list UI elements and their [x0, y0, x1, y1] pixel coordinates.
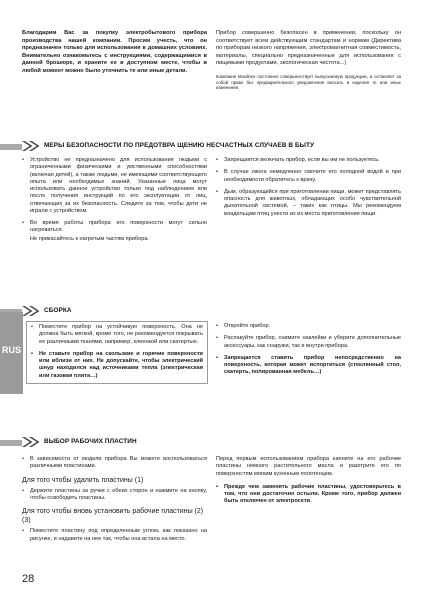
list-item: • Устройство не предназначено для использования людьми с ограниченными физическими и умственными способностями (включая детей), а также людьми, не имеющими соответствующего опыта или необходимых знаний. Указанные лица могут использовать данное устройство только под наблюдением или после получения инструкций по его эксплуатации от лиц, отвечающих за их безопасность. Следите за тем, чтобы дети не играли с устройством.: [22, 157, 207, 215]
list-item: • Запрещается включать прибор, если вы им не пользуетесь.: [216, 157, 401, 164]
page-number: 28: [22, 573, 35, 585]
header-bar: [0, 440, 22, 446]
section-header-plates: [0, 437, 421, 447]
safety-right: [216, 157, 401, 223]
section-header-safety: [0, 141, 421, 151]
list-item-bold: • Запрещается ставить прибор непосредственно на поверхность, которая может испортиться (стеклянный стол, скатерть, полированная мебель…): [216, 355, 401, 377]
list-item-bold: • Прежде чем заменять рабочие пластины, удостоверьтесь в том, что они достаточно остыли. Кроме того, прибор должен быть отключен от электросети.: [216, 484, 401, 506]
safety-left: [22, 157, 207, 243]
subheading-install: Для того чтобы вновь установить рабочие пластины (2) (3): [22, 508, 204, 525]
intro-right-block: [216, 30, 401, 91]
header-bar: [0, 144, 22, 150]
section-title: СБОРКА: [44, 307, 72, 314]
intro-note: Компания Moulinex постоянно совершенствует выпускаемую продукцию, и оставляет за собой право без предварительного уведомления вносить в изделия те или иные изменения.: [216, 73, 401, 91]
list-item: • В случае ожога немедленно смочите его холодной водой и при необходимости обратитесь к врачу.: [216, 169, 401, 184]
list-item: • Откройте прибор.: [216, 323, 401, 330]
section-header-assembly: [0, 306, 421, 316]
plain-text: Не прикасайтесь к нагретым частям прибора.: [30, 235, 149, 242]
language-tab: [0, 312, 23, 394]
list-item: • Поместите прибор на устойчивую поверхность. Она не должна быть мягкой, кроме того, не рекомендуется покрывать ее различными тканями, например, клеенкой или скатертью.: [31, 324, 203, 346]
list-item-bold: • Не ставьте прибор на скользкие и горячие поверхности или вблизи от них. Не допускайте, чтобы электрический шнур находился над источниками тепла (электрическая или газовая плита…): [31, 351, 203, 380]
list-item: • Дым, образующийся при приготовлении пищи, может представлять опасность для животных, обладающих особо чувствительной дыхательной системой, – таких как птицы. Мы рекомендуем владельцам птиц унести их из места приготовления пищи.: [216, 189, 401, 218]
intro-left-text: Благодарим Вас за покупку электробытового прибора производства нашей компании. Просим учесть, что он предназначен только для использования в домашних условиях. Внимательно ознакомьтесь с инструкциями, содержащимися в данной брошюре, и храните ее в доступном месте, чтобы в любой момент можно было уточнить те или иные детали.: [22, 30, 207, 74]
assembly-left-box: [26, 321, 208, 384]
assembly-right: [216, 323, 401, 382]
plates-left: [22, 456, 207, 548]
list-item: • Во время работы прибора его поверхности могут сильно нагреваться.: [22, 220, 207, 235]
list-item: • Распакуйте прибор, снимите наклейки и уберите дополнительные аксессуары, как снаружи, так и внутри прибора.: [216, 335, 401, 350]
plates-right: [216, 456, 401, 511]
subheading-remove: Для того чтобы удалить пластины (1): [22, 476, 144, 484]
language-tab-label: RUS: [2, 345, 22, 355]
intro-right-text: Прибор совершенно безопасен в применении, поскольку он соответствует всем действующим стандартам и нормам (Директива по приборам низкого напряжения, электромагнитная совместимость, материалы, специально предназначенные для использования с пищевыми продуктами, экологическая чистота...): [216, 30, 401, 67]
list-item: • Держите пластины за ручки с обеих сторон и нажмите на кнопку, чтобы освободить пластины.: [22, 488, 207, 503]
plates-right-text: Перед первым использованием прибора капните на его рабочие пластины немного растительного масла и разотрите его по поверхностям мягким кухонным полотенцем.: [216, 456, 401, 477]
section-title: МЕРЫ БЕЗОПАСНОСТИ ПО ПРЕДОТВРА ЩЕНИЮ НЕСЧАСТНЫХ СЛУЧАЕВ В БЫТУ: [44, 142, 315, 149]
section-title: ВЫБОР РАБОЧИХ ПЛАСТИН: [44, 438, 137, 445]
list-item: • Поместите пластину под определенным углом, как показано на рисунке, и надавите на нее так, чтобы она встала на место.: [22, 528, 207, 543]
list-item: • В зависимости от модели прибора Вы можете воспользоваться различными пластинами.: [22, 456, 207, 471]
